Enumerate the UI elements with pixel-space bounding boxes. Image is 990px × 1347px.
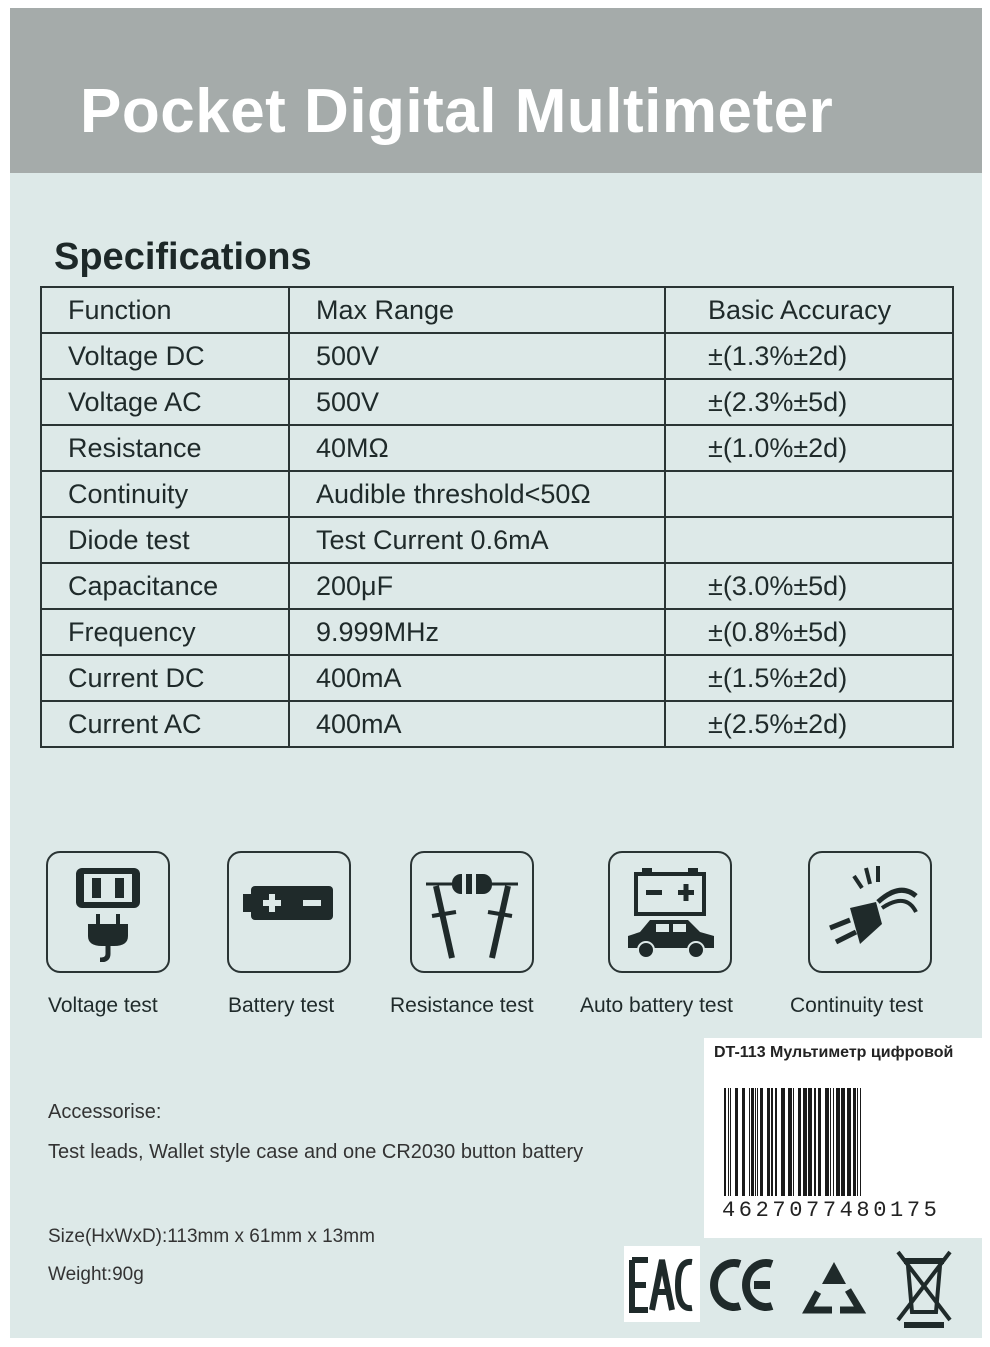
packaging-panel [10, 8, 982, 1338]
accuracy-cell [665, 471, 953, 517]
range-cell: 400mA [289, 655, 665, 701]
weight-text: Weight:90g [48, 1264, 144, 1285]
accuracy-cell: ±(2.5%±2d) [665, 701, 953, 747]
function-cell: Voltage DC [41, 333, 289, 379]
range-cell: 40MΩ [289, 425, 665, 471]
table-row [41, 379, 953, 425]
eac-mark-icon [624, 1246, 700, 1322]
barcode-bar [853, 1088, 856, 1196]
certification-marks [622, 1240, 972, 1330]
barcode-bar [728, 1088, 729, 1196]
barcode-bar [735, 1088, 738, 1196]
feature-label-continuity: Continuity test [790, 994, 924, 1017]
weee-bin-icon [898, 1252, 950, 1328]
barcode-sticker [704, 1038, 982, 1238]
resistor-probes-icon [410, 851, 534, 973]
feature-label-voltage: Voltage test [48, 994, 158, 1017]
accuracy-cell: ±(0.8%±5d) [665, 609, 953, 655]
barcode-bar [860, 1088, 861, 1196]
barcode-bar [857, 1088, 858, 1196]
function-cell: Current AC [41, 701, 289, 747]
size-text: Size(HxWxD):113mm x 61mm x 13mm [48, 1226, 375, 1247]
accuracy-cell: ±(1.5%±2d) [665, 655, 953, 701]
ce-mark-icon [714, 1263, 772, 1307]
table-row [41, 471, 953, 517]
table-row [41, 701, 953, 747]
feature-label-auto-battery: Auto battery test [580, 994, 733, 1017]
barcode-bar [788, 1088, 792, 1196]
barcode [722, 1088, 962, 1196]
plug-spark-icon [808, 851, 932, 973]
barcode-bar [749, 1088, 750, 1196]
barcode-bar [808, 1088, 812, 1196]
barcode-bar [781, 1088, 785, 1196]
function-cell: Continuity [41, 471, 289, 517]
function-cell: Diode test [41, 517, 289, 563]
feature-label-battery: Battery test [228, 994, 335, 1017]
column-header-function: Function [41, 287, 289, 333]
barcode-bar [751, 1088, 754, 1196]
function-cell: Frequency [41, 609, 289, 655]
range-cell: 9.999MHz [289, 609, 665, 655]
accuracy-cell: ±(3.0%±5d) [665, 563, 953, 609]
barcode-bar [755, 1088, 756, 1196]
function-cell: Voltage AC [41, 379, 289, 425]
specifications-table [40, 286, 954, 748]
range-cell: 200μF [289, 563, 665, 609]
feature-icons [46, 851, 976, 1021]
table-row [41, 609, 953, 655]
barcode-bar [760, 1088, 763, 1196]
barcode-bar [836, 1088, 840, 1196]
barcode-bar [771, 1088, 773, 1196]
barcode-bar [793, 1088, 794, 1196]
barcode-bar [730, 1088, 731, 1196]
barcode-bar [798, 1088, 801, 1196]
barcode-bar [833, 1088, 834, 1196]
barcode-bar [767, 1088, 770, 1196]
column-header-accuracy: Basic Accuracy [665, 287, 953, 333]
socket-plug-icon [46, 851, 170, 973]
specifications-heading: Specifications [54, 236, 312, 278]
accuracy-cell [665, 517, 953, 563]
page-title: Pocket Digital Multimeter [80, 77, 834, 146]
barcode-bar [742, 1088, 745, 1196]
barcode-bar [803, 1088, 807, 1196]
accuracy-cell: ±(2.3%±5d) [665, 379, 953, 425]
barcode-bar [841, 1088, 845, 1196]
title-banner [10, 8, 982, 173]
barcode-digits: 4627077480175 [722, 1198, 941, 1223]
accessories-title: Accessorise: [48, 1101, 162, 1123]
accuracy-cell: ±(1.0%±2d) [665, 425, 953, 471]
barcode-bar [825, 1088, 829, 1196]
recycle-icon [808, 1262, 860, 1310]
barcode-bar [818, 1088, 821, 1196]
battery-icon [227, 851, 351, 973]
table-row [41, 333, 953, 379]
table-row [41, 425, 953, 471]
range-cell: 500V [289, 333, 665, 379]
range-cell: Audible threshold<50Ω [289, 471, 665, 517]
table-row [41, 655, 953, 701]
accuracy-cell: ±(1.3%±2d) [665, 333, 953, 379]
table-row [41, 517, 953, 563]
feature-label-resistance: Resistance test [390, 994, 534, 1017]
function-cell: Resistance [41, 425, 289, 471]
range-cell: 400mA [289, 701, 665, 747]
barcode-bar [814, 1088, 816, 1196]
range-cell: Test Current 0.6mA [289, 517, 665, 563]
barcode-bar [775, 1088, 777, 1196]
barcode-bar [847, 1088, 851, 1196]
function-cell: Current DC [41, 655, 289, 701]
column-header-max-range: Max Range [289, 287, 665, 333]
barcode-bar [757, 1088, 758, 1196]
range-cell: 500V [289, 379, 665, 425]
car-battery-icon [608, 851, 732, 973]
table-header-row [41, 287, 953, 333]
function-cell: Capacitance [41, 563, 289, 609]
barcode-bar [830, 1088, 831, 1196]
sticker-product-name: DT-113 Мультиметр цифровой [714, 1044, 954, 1061]
barcode-bar [724, 1088, 726, 1196]
accessories-text: Test leads, Wallet style case and one CR2030 button battery [48, 1141, 584, 1163]
table-row [41, 563, 953, 609]
